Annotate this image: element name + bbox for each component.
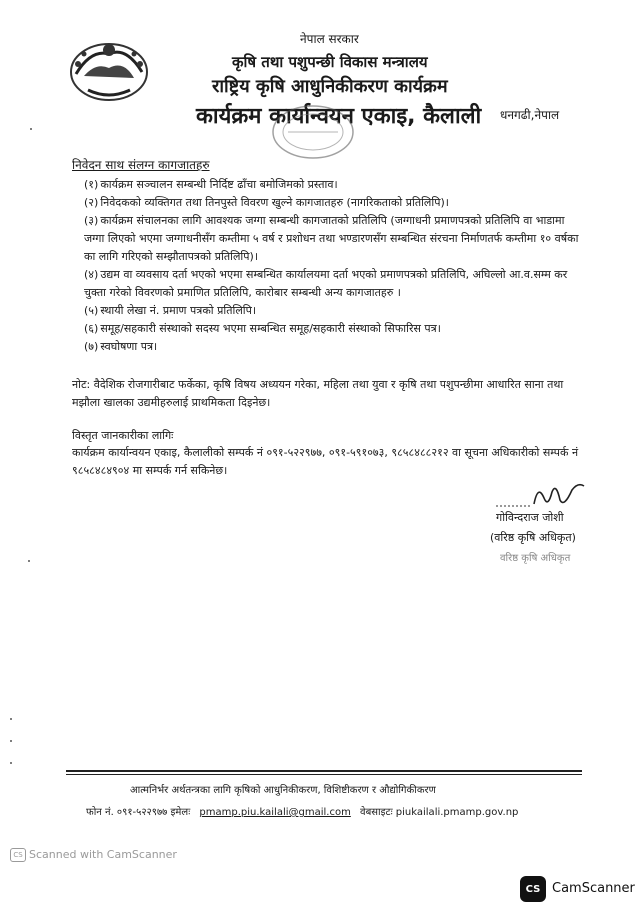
list-item: (१) कार्यक्रम सञ्चालन सम्बन्धी निर्दिष्ट ढाँचा बमोजिमको प्रस्ताव। xyxy=(84,178,338,191)
signer-name: गोविन्दराज जोशी xyxy=(496,511,564,524)
ministry-title: कृषि तथा पशुपन्छी विकास मन्त्रालय xyxy=(232,53,428,71)
scan-speck xyxy=(10,740,12,742)
handwritten-signature-icon xyxy=(492,478,592,512)
camscanner-mini-icon: CS xyxy=(10,848,26,862)
footer-slogan: आत्मनिर्भर अर्थतन्त्रका लागि कृषिको आधुनिकीकरण, विशिष्टीकरण र औद्योगिकीकरण xyxy=(130,785,436,796)
office-stamp-icon xyxy=(268,102,358,162)
footer-phone: फोन नं. ०९१-५२२९७७ इमेलः xyxy=(86,807,191,818)
footer-divider xyxy=(66,770,582,772)
list-item: (७) स्वघोषणा पत्र। xyxy=(84,340,158,353)
list-item: (५) स्थायी लेखा नं. प्रमाण पत्रको प्रतिलिपि। xyxy=(84,304,257,317)
list-item: (२) निवेदकको व्यक्तिगत तथा तिनपुस्ते विवरण खुल्ने कागजातहरु (नागरिकताको प्रतिलिपि)। xyxy=(84,196,449,209)
scan-speck xyxy=(10,762,12,764)
designation-stamp: वरिष्ठ कृषि अधिकृत xyxy=(500,553,571,564)
footer-website-label: वेबसाइटः xyxy=(360,807,393,818)
scan-speck xyxy=(28,560,30,562)
signer-designation: (वरिष्ठ कृषि अधिकृत) xyxy=(490,531,576,544)
program-title: राष्ट्रिय कृषि आधुनिकीकरण कार्यक्रम xyxy=(212,76,448,97)
office-title: कार्यक्रम कार्यान्वयन एकाइ, कैलाली xyxy=(196,104,482,129)
attachments-heading: निवेदन साथ संलग्न कागजातहरु xyxy=(72,158,210,172)
list-item: (६) समूह/सहकारी संस्थाको सदस्य भएमा सम्बन्धित समूह/सहकारी संस्थाको सिफारिस पत्र। xyxy=(84,322,441,335)
list-item: (३) कार्यक्रम संचालनका लागि आवश्यक जग्गा सम्बन्धी कागजातको प्रतिलिपि (जग्गाधनी प्रमाणपत्रको प्रतिलिपि वा भाडामा जग्गा लिएको भएमा जग्गाधनीसँग कम्तीमा ५ वर्ष र प्रशोधन तथा भण्डारणसँग सम्बन्धित संरचना निर्माणतर्फ कम्तीमा १० वर्षका का लागि गरिएको सम्झौतापत्रको प्रतिलिपि)। xyxy=(84,214,579,263)
camscanner-badge xyxy=(520,876,635,902)
footer-email-link[interactable]: pmamp.piu.kailali@gmail.com xyxy=(199,807,351,818)
footer-website-link[interactable]: piukailali.pmamp.gov.np xyxy=(395,807,519,818)
attachments-list xyxy=(84,176,584,356)
government-label: नेपाल सरकार xyxy=(300,32,359,46)
camscanner-logo-icon: CS xyxy=(520,876,546,902)
nepal-emblem-icon xyxy=(66,34,152,104)
scanner-watermark: CS Scanned with CamScanner xyxy=(10,848,177,862)
list-item: (४) उद्यम वा व्यवसाय दर्ता भएको भएमा सम्बन्धित कार्यालयमा दर्ता भएको प्रमाणपत्रको प्रतिलिपि, अघिल्लो आ.व.सम्म कर चुक्ता गरेको विवरणको प्रमाणित प्रतिलिपि, कारोबार सम्बन्धी अन्य कागजातहरु । xyxy=(84,268,568,299)
contact-heading: विस्तृत जानकारीका लागिः xyxy=(72,429,174,442)
scan-speck xyxy=(30,128,32,130)
priority-note: नोट: वैदेशिक रोजगारीबाट फर्केका, कृषि विषय अध्ययन गरेका, महिला तथा युवा र कृषि तथा पशुपन्छीमा आधारित साना तथा मझौला खालका उद्यमीहरुलाई प्राथमिकता दिइनेछ। xyxy=(72,378,564,409)
footer-divider-thin xyxy=(66,774,582,775)
footer-contact xyxy=(86,804,518,818)
contact-details: कार्यक्रम कार्यान्वयन एकाइ, कैलालीको सम्पर्क नं ०९१-५२२९७७, ०९१-५९१०७३, ९८५८४८८२१२ वा सूचना अधिकारीको सम्पर्क नं ९८५८४८४९०४ मा सम्पर्क गर्न सकिनेछ। xyxy=(72,446,579,477)
location-label: धनगढी,नेपाल xyxy=(500,108,560,122)
camscanner-label: CamScanner xyxy=(552,881,635,896)
scan-speck xyxy=(10,718,12,720)
